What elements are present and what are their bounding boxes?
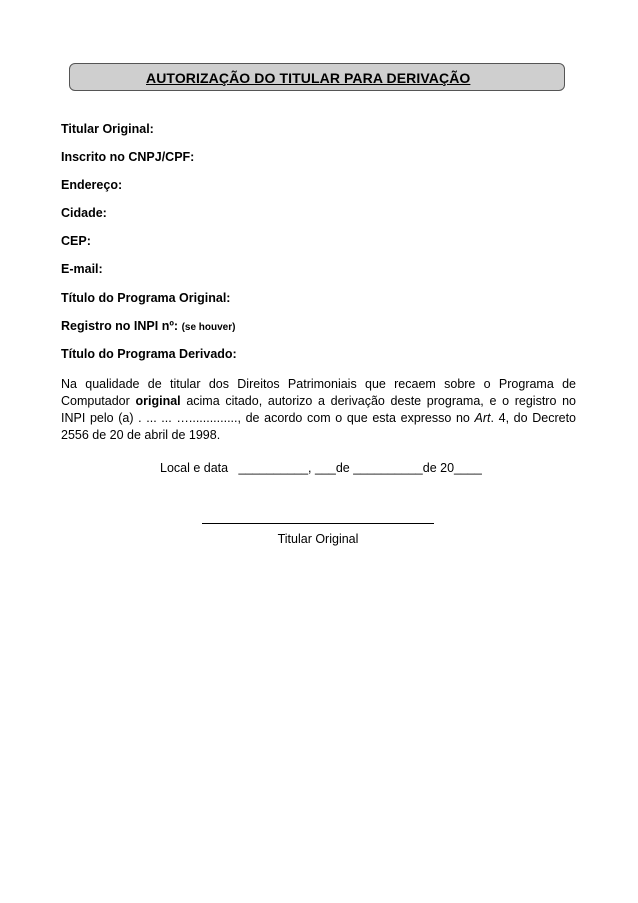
field-cidade: Cidade: — [61, 206, 107, 220]
field-registro-inpi-label: Registro no INPI nº: — [61, 319, 179, 333]
field-endereco: Endereço: — [61, 178, 123, 192]
paragraph-part2: acima citado, autorizo a derivação deste programa, e o registro no INPI pelo (a) . ... ... ….............., de acordo com o que esta expresso no — [61, 394, 576, 425]
signature-label: Titular Original — [277, 532, 359, 546]
field-cnpj-cpf: Inscrito no CNPJ/CPF: — [61, 150, 195, 164]
authorization-paragraph — [61, 376, 576, 444]
paragraph-italic-word: Art — [474, 411, 491, 425]
paragraph-bold-word: original — [135, 394, 181, 408]
document-title: AUTORIZAÇÃO DO TITULAR PARA DERIVAÇÃO — [146, 70, 471, 86]
paragraph-part3: . 4, do Decreto 2556 de 20 de abril de 1998. — [61, 411, 576, 442]
local-date-line: Local e data __________, ___de __________de 20____ — [160, 461, 482, 475]
field-titulo-derivado: Título do Programa Derivado: — [61, 347, 237, 361]
field-titular-original: Titular Original: — [61, 122, 154, 136]
field-email: E-mail: — [61, 262, 103, 276]
signature-line — [202, 523, 434, 524]
paragraph-part1: Na qualidade de titular dos Direitos Patrimoniais que recaem sobre o Programa de Computador — [61, 377, 576, 408]
field-titulo-original: Título do Programa Original: — [61, 291, 231, 305]
field-registro-note: (se houver) — [181, 322, 236, 333]
field-cep: CEP: — [61, 234, 91, 248]
field-registro-inpi — [61, 319, 235, 333]
